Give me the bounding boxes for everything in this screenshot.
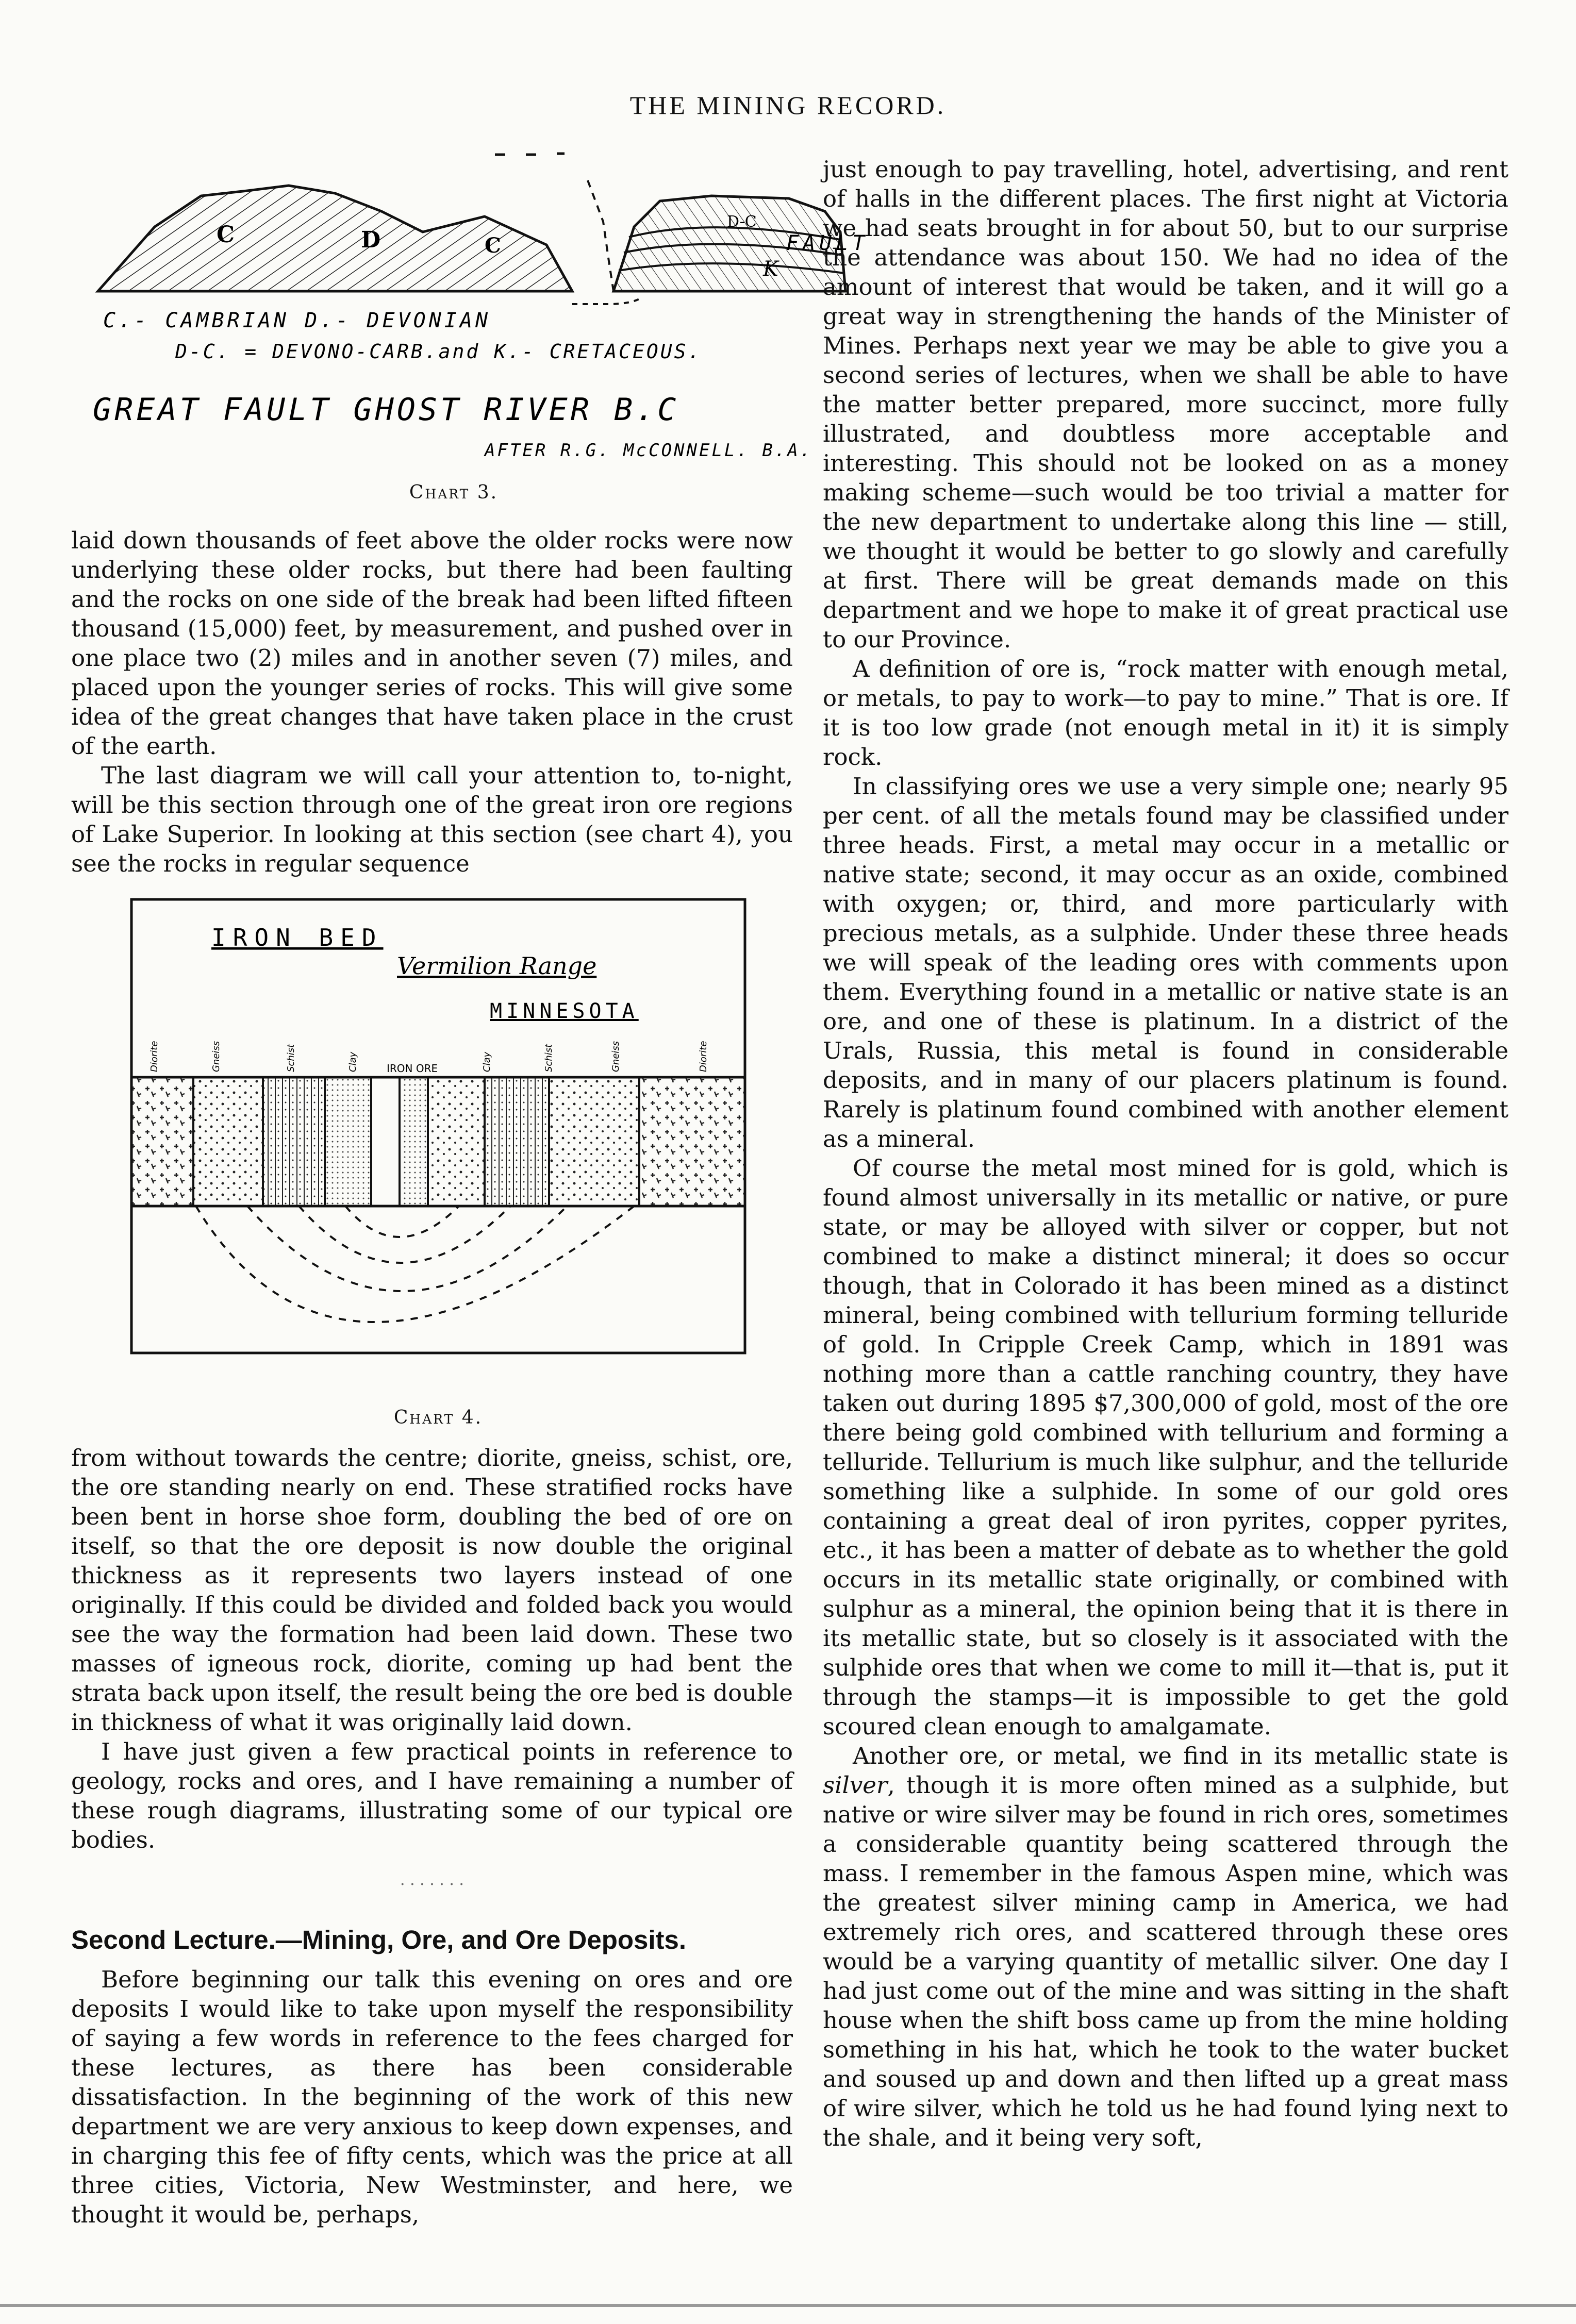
chart3-legend-line2: D-C. = DEVONO-CARB.and K.- CRETACEOUS.	[175, 340, 702, 363]
chart4-label-gneiss-right: Gneiss	[610, 1041, 621, 1072]
section-divider: · · · · · · ·	[400, 1876, 464, 1894]
chart4-strata-schist-left	[263, 1077, 325, 1206]
right-paragraph-2: A definition of ore is, “rock matter with enough metal, or metals, to pay to work—to pay to mine.” That is ore. If it is too low grade (not enough metal in it) it is simply rock.	[823, 655, 1508, 771]
chart3-d1: D	[361, 227, 381, 253]
chart4-label-gneiss-left: Gneiss	[211, 1041, 222, 1072]
right-paragraph-4: Of course the metal most mined for is gold, which is found almost universally in its metallic or native, or pure state, or may be alloyed with silver or copper, but not combined to make a distinct mineral; it does so occur though, that in Colorado it has been mined as a distinct mineral, being combined with tellurium forming telluride of gold. In Cripple Creek Camp, which in 1891 was nothing more than a cattle ranching country, they have taken out during 1895 $7,300,000 of gold, most of the ore there being gold combined with tellurium and forming a telluride. Tellurium is much like sulphur, and the telluride something like a sulphide. In some of our gold ores containing a great deal of iron pyrites, copper pyrites, etc., it has been a matter of debate as to whether the gold occurs in its metallic state originally, or combined with sulphur as a mineral, the opinion being that it is there in its metallic state, but so closely is it associated with the sulphide ores that when we come to mill it—that is, put it through the stamps—it is impossible to get the gold scoured clean enough to amalgamate.	[823, 1155, 1509, 1740]
right-paragraph-3: In classifying ores we use a very simple one; nearly 95 per cent. of all the metals found may be classified under three heads. First, a metal may occur in a metallic or native state; second, it may occur as an oxide, combined with oxygen; or, third, and more particularly with precious metals, as a sulphide. Under these three heads we will speak of the leading ores with comments upon them. Everything found in a metallic or native state is an ore, and one of these is platinum. In a district of the Urals, Russia, this metal is found in considerable deposits, and in many of our placers platinum is found. Rarely is platinum found combined with another element as a mineral.	[823, 773, 1508, 1152]
section-title: Second Lecture.—Mining, Ore, and Ore Deposits.	[71, 1925, 687, 1954]
chart3-left-mountains	[98, 186, 572, 291]
chart4-caption: Chart 4.	[393, 1407, 483, 1428]
chart4-state: MINNESOTA	[490, 999, 639, 1023]
left-paragraph-5: Before beginning our talk this evening on ores and ore deposits I would like to take upon myself the responsibility of saying a few words in reference to the fees charged for these lectures, as there has been considerable dissatisfaction. In the beginning of the work of this new department we are very anxious to keep down expenses, and in charging this fee of fifty cents, which was the price at all three cities, Victoria, New Westminster, and here, we thought it would be, perhaps,	[71, 1966, 793, 2228]
left-paragraph-2: The last diagram we will call your attention to, to-night, will be this section through one of the great iron ore regions of Lake Superior. In looking at this section (see chart 4), you see the rocks in regular sequence	[71, 762, 793, 877]
chart4-range: Vermilion Range	[397, 952, 597, 980]
left-column-top	[71, 526, 793, 878]
chart4-label-clay-left: Clay	[347, 1051, 358, 1072]
chart3-k: K	[763, 257, 778, 281]
chart4-strata-clay-left	[325, 1077, 371, 1206]
right-paragraph-5-end: , though it is more often mined as a sulphide, but native or wire silver may be found in rich ores, sometimes a considerable quantity being scattered through the mass. I remember in the famous Aspen mine, which was the greatest silver mining camp in America, we had extremely rich ores, and scattered through these ores would be a varying quantity of metallic silver. One day I had just come out of the mine and was sitting in the shaft house when the shift boss came up from the mine holding something in his hat, which he took to the water bucket and soused up and down and then lifted up a great mass of wire silver, which he told us he had found lying next to the shale, and it being very soft,	[823, 1771, 1508, 2151]
bottom-rule	[0, 2304, 1576, 2307]
chart3-c1: C	[217, 222, 235, 248]
chart3-dc: D-C	[727, 213, 757, 231]
left-column-bottom	[71, 1443, 793, 2229]
chart4-label-iron-ore: IRON ORE	[387, 1062, 438, 1075]
chart4-strata-schist-right	[485, 1077, 549, 1206]
left-paragraph-1: laid down thousands of feet above the older rocks were now underlying these older rocks, but there had been faulting and the rocks on one side of the break had been lifted fifteen thousand (15,000) feet, by measurement, and pushed over in one place two (2) miles and in another seven (7) miles, and placed upon the younger series of rocks. This will give some idea of the great changes that have taken place in the crust of the earth.	[71, 527, 793, 760]
chart4-strata-ore-left	[371, 1077, 400, 1206]
left-paragraph-3: from without towards the centre; diorite, gneiss, schist, ore, the ore standing nearly on end. These stratified rocks have been bent in horse shoe form, doubling the bed of ore on itself, so that the ore deposit is now double the original thickness as it represents two layers instead of one originally. If this could be divided and folded back you would see the way the formation had been laid down. These two masses of igneous rock, diorite, coming up had bent the strata back upon itself, the result being the ore bed is double in thickness of what it was originally laid down.	[71, 1444, 793, 1736]
chart3-title: GREAT FAULT GHOST RIVER B.C	[93, 392, 679, 428]
chart3-caption: Chart 3.	[409, 482, 499, 503]
right-paragraph-5-start: Another ore, or metal, we find in its metallic state is	[853, 1742, 1508, 1769]
right-paragraph-1: just enough to pay travelling, hotel, advertising, and rent of halls in the different places. The first night at Victoria we had seats brought in for about 50, but to our surprise the attendance was about 150. We had no idea of the amount of interest that would be taken, and it will go a great way in strengthening the hands of the Minister of Mines. Perhaps next year we may be able to give you a second series of lectures, when we shall be able to have the matter better prepared, more succinct, more fully illustrated, and doubtless more acceptable and interesting. This should not be looked on as a money making scheme—such would be too trivial a matter for the new department to undertake along this line — still, we thought it would be better to go slowly and carefully at first. There will be great demands made on this department and we hope to make it of great practical use to our Province.	[823, 156, 1508, 653]
chart4-strata-gneiss-right	[549, 1077, 639, 1206]
chart4-label-diorite-left: Diorite	[149, 1041, 160, 1072]
chart4-label-schist-left: Schist	[286, 1044, 296, 1072]
right-paragraph-5	[823, 1741, 1508, 2152]
chart4-strata-gneiss-left	[193, 1077, 263, 1206]
chart4-iron-bed-diagram	[129, 897, 748, 1402]
chart4-title: IRON BED	[211, 924, 384, 951]
chart3-fault-diagram	[93, 149, 897, 479]
chart4-strata-diorite-left	[131, 1077, 193, 1206]
chart4-label-clay-right: Clay	[482, 1051, 492, 1072]
page-header: THE MINING RECORD.	[629, 91, 947, 120]
chart4-label-diorite-right: Diorite	[698, 1041, 709, 1072]
chart3-c2: C	[485, 233, 501, 258]
right-column	[823, 155, 1508, 2152]
chart3-credit: AFTER R.G. McCONNELL. B.A.	[485, 440, 813, 461]
chart4-label-schist-right: Schist	[543, 1044, 554, 1072]
chart3-legend-line1: C.- CAMBRIAN D.- DEVONIAN	[103, 309, 491, 332]
silver-italic: silver	[823, 1771, 888, 1799]
chart4-strata-diorite-right	[639, 1077, 745, 1206]
chart4-strata-ore-right	[400, 1077, 428, 1206]
chart3-fault-text: FAULT	[786, 231, 869, 255]
chart4-strata-clay-right	[428, 1077, 485, 1206]
left-paragraph-4: I have just given a few practical points in reference to geology, rocks and ores, and I have remaining a number of these rough diagrams, illustrating some of our typical ore bodies.	[71, 1738, 793, 1853]
